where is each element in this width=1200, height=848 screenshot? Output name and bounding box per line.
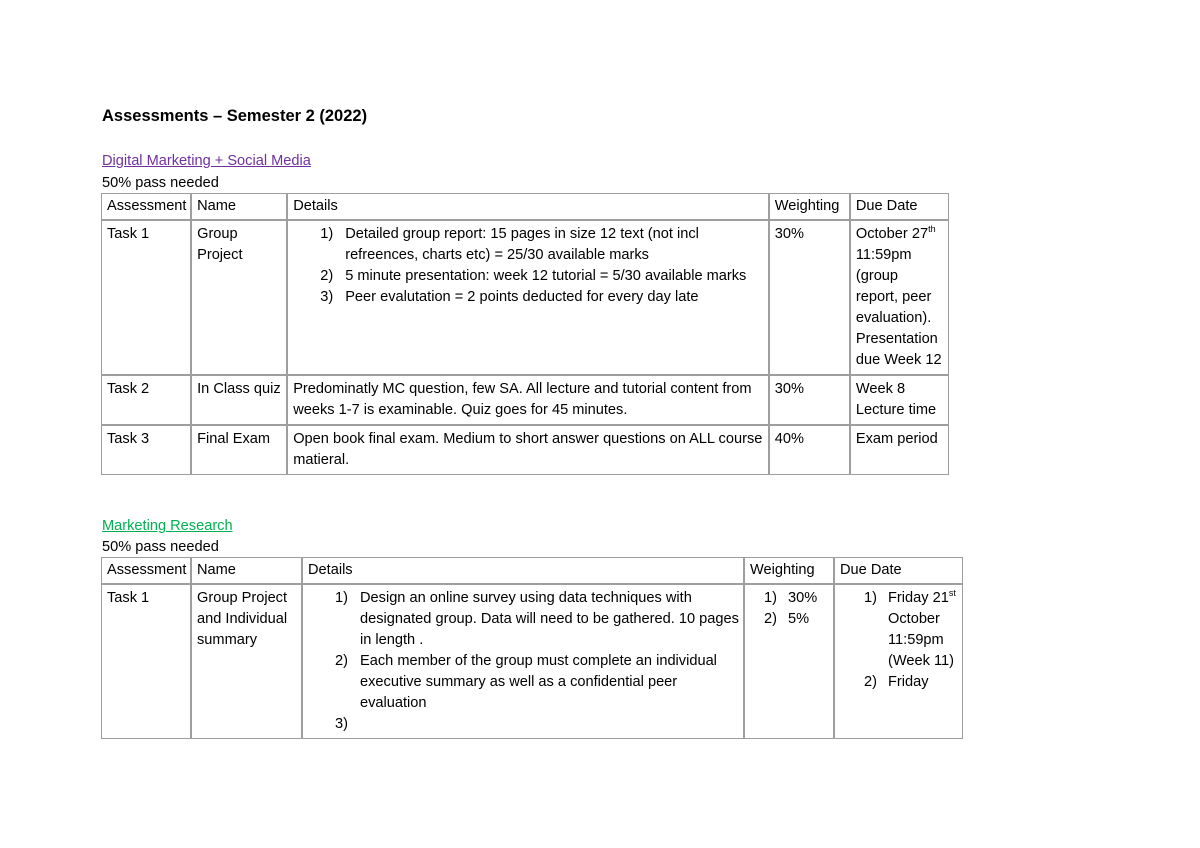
cell-due-date	[834, 584, 963, 739]
list-text: 5%	[788, 611, 810, 627]
cell-name: Group Project and Individual summary	[191, 584, 302, 739]
list-number: 2)	[320, 268, 334, 284]
cell-due-date	[850, 220, 949, 375]
details-list	[293, 224, 764, 308]
list-text: Detailed group report: 15 pages in size 12 text (not incl refreences, charts etc) = 25/30 available marks	[345, 226, 699, 263]
list-item	[840, 672, 958, 693]
assessment-table-marketing-research	[101, 557, 963, 739]
list-text: Each member of the group must complete an individual executive summary as well as a confidential peer evaluation	[360, 653, 717, 711]
pass-note-marketing-research: 50% pass needed	[102, 539, 219, 555]
list-item	[293, 224, 764, 266]
due-date-rest: October 11:59pm (Week 11)	[888, 611, 954, 669]
list-text: 30%	[788, 590, 818, 606]
table-row	[101, 375, 949, 425]
due-date-main: Friday	[888, 674, 929, 690]
table-row	[101, 425, 949, 475]
table-header-row	[101, 557, 963, 584]
list-number: 2)	[764, 611, 777, 627]
header-due-date: Due Date	[834, 557, 963, 584]
list-number: 3)	[320, 289, 334, 305]
cell-due-date: Exam period	[850, 425, 949, 475]
due-date-suffix: th	[928, 224, 936, 234]
cell-assessment: Task 3	[101, 425, 191, 475]
cell-details: Predominatly MC question, few SA. All lecture and tutorial content from weeks 1-7 is examinable. Quiz goes for 45 minutes.	[287, 375, 769, 425]
list-number: 1)	[864, 590, 877, 606]
due-date-suffix: st	[948, 588, 956, 598]
cell-weighting	[744, 584, 834, 739]
cell-details	[287, 220, 769, 375]
details-list	[308, 588, 739, 735]
section-title-marketing-research: Marketing Research	[102, 518, 233, 534]
cell-name: Final Exam	[191, 425, 287, 475]
list-number: 2)	[335, 653, 348, 669]
header-assessment: Assessment	[101, 193, 191, 220]
cell-assessment: Task 2	[101, 375, 191, 425]
section-title-digital-marketing: Digital Marketing + Social Media	[102, 153, 311, 169]
list-item	[750, 609, 829, 630]
list-number: 2)	[864, 674, 877, 690]
list-item	[750, 588, 829, 609]
list-number: 3)	[335, 716, 348, 732]
header-name: Name	[191, 557, 302, 584]
cell-name: Group Project	[191, 220, 287, 375]
list-item	[840, 588, 958, 672]
cell-details: Open book final exam. Medium to short answer questions on ALL course matieral.	[287, 425, 769, 475]
list-item	[308, 588, 739, 651]
cell-name: In Class quiz	[191, 375, 287, 425]
list-item	[308, 714, 739, 735]
due-date-rest: 11:59pm (group report, peer evaluation). Presentation due Week 12	[855, 247, 942, 368]
header-details: Details	[287, 193, 769, 220]
header-details: Details	[302, 557, 744, 584]
list-number: 1)	[764, 590, 777, 606]
list-text: 5 minute presentation: week 12 tutorial = 5/30 available marks	[345, 268, 747, 284]
cell-assessment: Task 1	[101, 584, 191, 739]
header-weighting: Weighting	[769, 193, 850, 220]
table-row	[101, 584, 963, 739]
page-title: Assessments – Semester 2 (2022)	[102, 107, 368, 125]
list-text: Peer evalutation = 2 points deducted for every day late	[345, 289, 699, 305]
table-header-row	[101, 193, 949, 220]
list-item	[293, 287, 764, 308]
due-date-main: October 27	[855, 226, 929, 242]
cell-assessment: Task 1	[101, 220, 191, 375]
pass-note-digital-marketing: 50% pass needed	[102, 175, 219, 191]
header-name: Name	[191, 193, 287, 220]
list-number: 1)	[335, 590, 348, 606]
list-item	[308, 651, 739, 714]
header-weighting: Weighting	[744, 557, 834, 584]
cell-due-date: Week 8 Lecture time	[850, 375, 949, 425]
cell-weighting: 30%	[769, 375, 850, 425]
cell-details	[302, 584, 744, 739]
cell-weighting: 40%	[769, 425, 850, 475]
list-item	[293, 266, 764, 287]
due-date-main: Friday 21	[888, 590, 949, 606]
header-due-date: Due Date	[850, 193, 949, 220]
table-row	[101, 220, 949, 375]
assessment-table-digital-marketing	[101, 193, 949, 475]
list-text: Design an online survey using data techniques with designated group. Data will need to be gathered. 10 pages in length .	[360, 590, 739, 648]
list-number: 1)	[320, 226, 334, 242]
weighting-list	[750, 588, 829, 630]
due-date-list	[840, 588, 958, 693]
cell-weighting: 30%	[769, 220, 850, 375]
header-assessment: Assessment	[101, 557, 191, 584]
